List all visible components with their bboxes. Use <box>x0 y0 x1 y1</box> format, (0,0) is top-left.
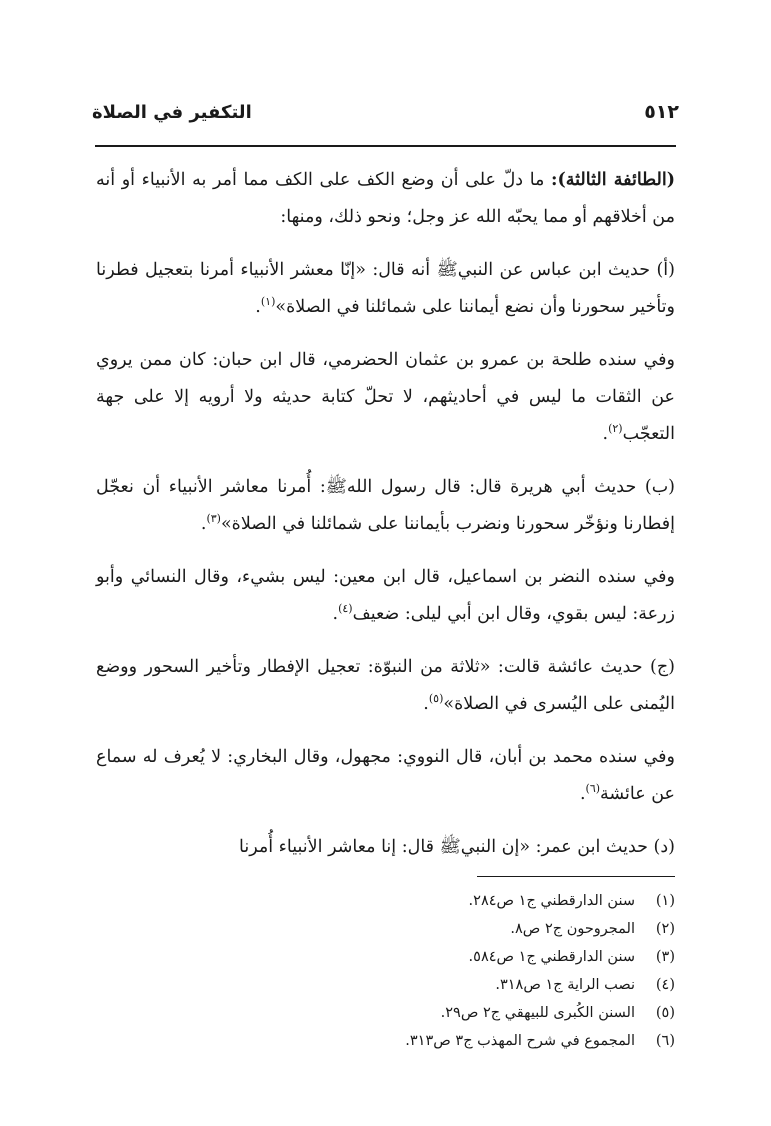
paragraph-1-text: ما دلّ على أن وضع الكف على الكف مما أمر به الأنبياء أو أنه من أخلاقهم أو مما يحبّه الله عز وجل؛ ونحو ذلك، ومنها: <box>96 170 675 227</box>
footnote-marker: (٥) <box>655 1005 675 1021</box>
paragraph-3-end: . <box>602 424 609 444</box>
footnote-item <box>96 915 675 943</box>
footnote-ref-5: (٥) <box>428 692 444 706</box>
paragraph-3 <box>96 342 675 453</box>
paragraph-7-text: وفي سنده محمد بن أبان، قال النووي: مجهول، وقال البخاري: لا يُعرف له سماع عن عائشة <box>96 747 675 804</box>
body-text <box>96 162 675 882</box>
paragraph-6 <box>96 649 675 723</box>
paragraph-2-text: (أ) حديث ابن عباس عن النبيﷺ أنه قال: «إنّا معشر الأنبياء أمرنا بتعجيل فطرنا وتأخير سحورنا وأن نضع أيماننا على شمائلنا في الصلاة» <box>96 260 675 317</box>
paragraph-8-text: (د) حديث ابن عمر: «إن النبيﷺ قال: إنا معاشر الأنبياء أُمرنا <box>239 837 675 857</box>
footnote-text: المجروحون ج٢ ص٨. <box>510 921 635 937</box>
footnote-text: سنن الدارقطني ج١ ص٥٨٤. <box>468 949 635 965</box>
footnote-ref-4: (٤) <box>338 602 353 616</box>
paragraph-2-end: . <box>255 297 261 317</box>
footnote-ref-3: (٣) <box>206 512 221 526</box>
paragraph-7 <box>96 739 675 813</box>
footnote-ref-6: (٦) <box>585 782 601 796</box>
paragraph-5-end: . <box>332 604 339 624</box>
paragraph-2 <box>96 252 675 326</box>
paragraph-1 <box>96 162 675 236</box>
footnotes-list <box>96 887 675 1055</box>
paragraph-6-text: (ج) حديث عائشة قالت: «ثلاثة من النبوّة: تعجيل الإفطار وتأخير السحور ووضع اليُمنى على اليُسرى في الصلاة» <box>96 657 675 714</box>
footnote-marker: (٣) <box>655 949 675 965</box>
paragraph-4 <box>96 469 675 543</box>
paragraph-4-text: (ب) حديث أبي هريرة قال: قال رسول اللهﷺ: أُمرنا معاشر الأنبياء أن نعجّل إفطارنا ونؤخّر سحورنا ونضرب بأيماننا على شمائلنا في الصلاة» <box>96 477 675 534</box>
footnote-item <box>96 1027 675 1055</box>
page-header <box>92 92 679 132</box>
paragraph-8 <box>96 829 675 866</box>
footnote-text: السنن الكُبرى للبيهقي ج٢ ص٢٩. <box>440 1005 635 1021</box>
footnote-item <box>96 887 675 915</box>
footnote-item <box>96 999 675 1027</box>
footnote-marker: (٤) <box>655 977 675 993</box>
footnote-item <box>96 971 675 999</box>
footnote-rule <box>477 876 675 877</box>
paragraph-7-end: . <box>579 784 586 804</box>
header-rule <box>95 145 676 147</box>
paragraph-5-text: وفي سنده النضر بن اسماعيل، قال ابن معين: ليس بشيء، وقال النسائي وأبو زرعة: ليس بقوي، وقال ابن أبي ليلى: ضعيف <box>96 567 675 624</box>
footnote-marker: (٦) <box>655 1033 675 1049</box>
footnote-marker: (١) <box>655 893 675 909</box>
footnote-ref-1: (١) <box>260 295 276 309</box>
paragraph-3-text: وفي سنده طلحة بن عمرو بن عثمان الحضرمي، قال ابن حبان: كان ممن يروي عن الثقات ما ليس في أحاديثهم، لا تحلّ كتابة حديثه ولا أرويه إلا على جهة التعجّب <box>96 350 675 444</box>
page-number: ٥١٢ <box>644 101 679 123</box>
section-lead: (الطائفة الثالثة): <box>551 170 675 190</box>
running-title: التكفير في الصلاة <box>92 101 252 123</box>
paragraph-6-end: . <box>423 694 429 714</box>
paragraph-5 <box>96 559 675 633</box>
footnote-item <box>96 943 675 971</box>
footnote-text: نصب الراية ج١ ص٣١٨. <box>495 977 635 993</box>
footnote-ref-2: (٢) <box>608 422 623 436</box>
footnote-marker: (٢) <box>655 921 675 937</box>
paragraph-4-end: . <box>200 514 207 534</box>
footnote-text: سنن الدارقطني ج١ ص٢٨٤. <box>468 893 635 909</box>
footnote-text: المجموع في شرح المهذب ج٣ ص٣١٣. <box>405 1033 635 1049</box>
